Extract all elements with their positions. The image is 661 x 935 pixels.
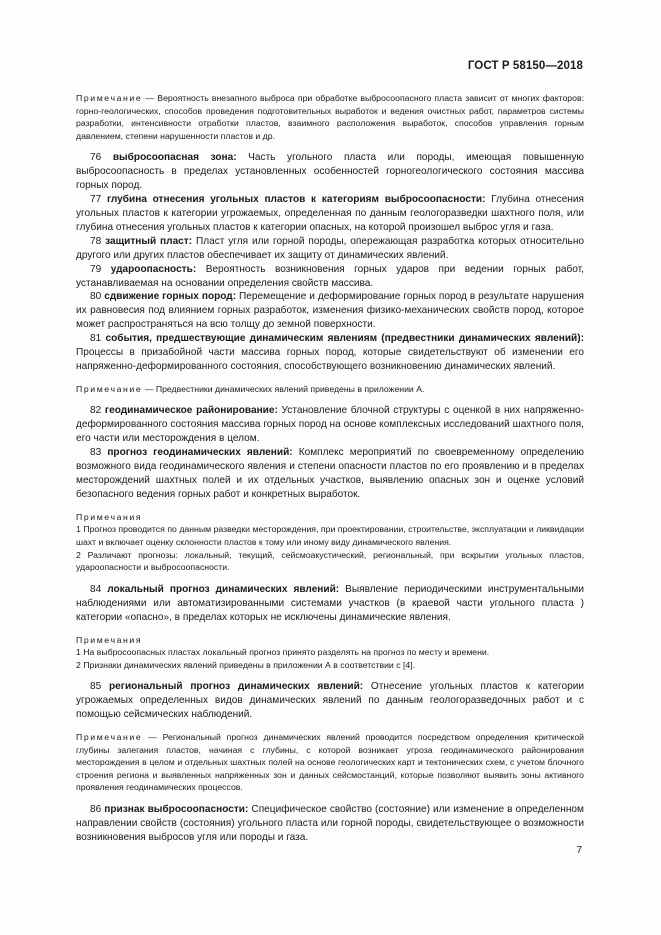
term-number: 78 bbox=[90, 235, 102, 247]
notes-label: Примечания bbox=[76, 634, 143, 645]
note-text: — Предвестники динамических явлений приведены в приложении А. bbox=[144, 383, 425, 394]
term-83 bbox=[76, 446, 584, 502]
term-number: 86 bbox=[90, 803, 102, 815]
term-title: выбросоопасная зона: bbox=[112, 152, 237, 164]
term-definition: Часть угольного пласта или породы, имеющая повышенную выбросоопасность в пределах установленных особенностей горногеологического состояния массива горных пород. bbox=[76, 152, 584, 192]
term-79 bbox=[76, 263, 584, 291]
note-paragraph bbox=[76, 383, 584, 396]
term-title: локальный прогноз динамических явлений: bbox=[107, 583, 340, 595]
term-definition: Пласт угля или горной породы, опережающая разработка которых относительно другого или других пластов обеспечивает их защиту от динамических явлений. bbox=[76, 235, 585, 261]
notes-label: Примечания bbox=[76, 511, 143, 522]
term-definition: Специфическое свойство (состояние) или изменение в определенном направлении свойств (состояния) угольного пласта или горной породы, свидетельствующее о возможности возникновения выбросов угля или породы и газа. bbox=[76, 803, 584, 843]
note-item: 2 Признаки динамических явлений приведены в приложении А в соответствии с [4]. bbox=[76, 659, 416, 670]
term-definition: Перемещение и деформирование горных пород в результате нарушения их равновесия под влиянием горных разработок, изменения физико-механических свойств пород, которое может распространяться на всю толщу до земной поверхности. bbox=[76, 291, 584, 331]
note-item: 2 Различают прогнозы: локальный, текущий, сейсмоакустический, региональный, при вскрытии угольных пластов, удароопасности и выбросоопасности. bbox=[76, 549, 584, 573]
notes-heading bbox=[76, 511, 584, 524]
term-number: 81 bbox=[90, 333, 102, 345]
term-title: удароопасность: bbox=[110, 263, 197, 275]
term-title: глубина отнесения угольных пластов к категориям выбросоопасности: bbox=[106, 194, 486, 206]
note-paragraph bbox=[76, 92, 584, 142]
term-title: региональный прогноз динамических явлений: bbox=[108, 681, 364, 693]
note-label: Примечание bbox=[76, 383, 143, 394]
term-number: 76 bbox=[90, 152, 102, 164]
term-77 bbox=[76, 193, 584, 235]
term-title: геодинамическое районирование: bbox=[104, 405, 278, 417]
term-number: 85 bbox=[90, 681, 102, 693]
note-label: Примечание bbox=[76, 732, 143, 742]
term-title: признак выбросоопасности: bbox=[104, 803, 249, 815]
term-number: 79 bbox=[90, 263, 102, 275]
term-84 bbox=[76, 583, 584, 625]
term-81 bbox=[76, 332, 584, 374]
note-text: — Вероятность внезапного выброса при обработке выбросоопасного пласта зависит от многих факторов: горно-геологических, способов проведения подготовительных выработок и ведения очистных работ, параметров системы разработки, интенсивности отработки пластов, взаимного расположения выработок, способов управления горным давлением, степени нарушенности пластов и др. bbox=[76, 93, 584, 141]
standard-id: ГОСТ Р 58150—2018 bbox=[467, 60, 583, 72]
note-item: 1 На выбросоопасных пластах локальный прогноз принято разделять на прогноз по месту и времени. bbox=[76, 647, 490, 658]
page-number: 7 bbox=[576, 845, 582, 856]
note-text: — Региональный прогноз динамических явлений проводится посредством определения критической глубины залегания пластов, начиная с глубины, с которой возникает угроза геодинамического районирования месторождения в целом и отдельных шахтных полей на основе геологических карт и тектонических схем, с учетом блочного строения региона и выявленных напряженных зон и данных сейсмостанций, которые позволяют выявить зоны активного проявления геодинамических процессов. bbox=[76, 732, 585, 793]
notes-heading bbox=[76, 634, 584, 647]
term-definition: Установление блочной структуры с оценкой в них напряженно-деформированного состояния массива горных пород на основе комплексных исследований шахтного поля, его части или месторождения в целом. bbox=[76, 405, 584, 445]
term-78 bbox=[76, 235, 584, 263]
note-label: Примечание bbox=[76, 93, 143, 103]
term-definition: Отнесение угольных пластов к категории угрожаемых определенных видов динамических явлений по данным геологоразведочных работ и с помощью сейсмических наблюдений. bbox=[76, 681, 584, 721]
term-82 bbox=[76, 404, 584, 446]
term-85 bbox=[76, 680, 584, 722]
note-item: 1 Прогноз проводится по данным разведки месторождения, при проектировании, строительстве, эксплуатации и ликвидации шахт и включает оценку склонности пластов к тому или иному виду динамического явления. bbox=[76, 524, 584, 547]
note-paragraph bbox=[76, 731, 584, 794]
term-number: 80 bbox=[90, 291, 102, 303]
term-number: 77 bbox=[90, 194, 102, 206]
term-number: 82 bbox=[90, 405, 102, 417]
term-definition: Выявление периодическими инструментальными наблюдениями или автоматизированными системами участков (в краевой части угольного пласта ) категории «опасно», в пределах которых не исключены динамические явления. bbox=[76, 583, 584, 623]
page-content bbox=[76, 92, 584, 845]
term-definition: Процессы в призабойной части массива горных пород, которые свидетельствуют об изменении его напряженно-деформированного состояния, способствующего возникновению динамических явлений. bbox=[76, 347, 584, 372]
term-title: прогноз геодинамических явлений: bbox=[107, 447, 293, 459]
term-number: 84 bbox=[90, 583, 102, 595]
term-title: сдвижение горных пород: bbox=[104, 291, 237, 303]
term-80 bbox=[76, 290, 584, 332]
term-title: события, предшествующие динамическим явлениям (предвестники динамических явлений): bbox=[105, 333, 584, 345]
term-title: защитный пласт: bbox=[105, 235, 193, 247]
term-number: 83 bbox=[90, 447, 102, 459]
term-definition: Вероятность возникновения горных ударов при ведении горных работ, устанавливаемая на основании определения свойств массива. bbox=[76, 263, 584, 289]
term-definition: Комплекс мероприятий по своевременному определению возможного вида геодинамического явления и степени опасности пластов по его проявлению и в пределах месторождений шахтных полей и их отдельных участков, выявлению опасных зон и оценке условий безопасного ведения горных работ и конкретных выработок. bbox=[76, 447, 584, 500]
term-76 bbox=[76, 151, 584, 193]
term-definition: Глубина отнесения угольных пластов к категории угрожаемых, определенная по данным геологоразведки шахтного поля, или глубина отнесения угольных пластов к категории опасных, на которой произошел выброс угля и газа. bbox=[76, 194, 584, 233]
term-86 bbox=[76, 803, 584, 845]
